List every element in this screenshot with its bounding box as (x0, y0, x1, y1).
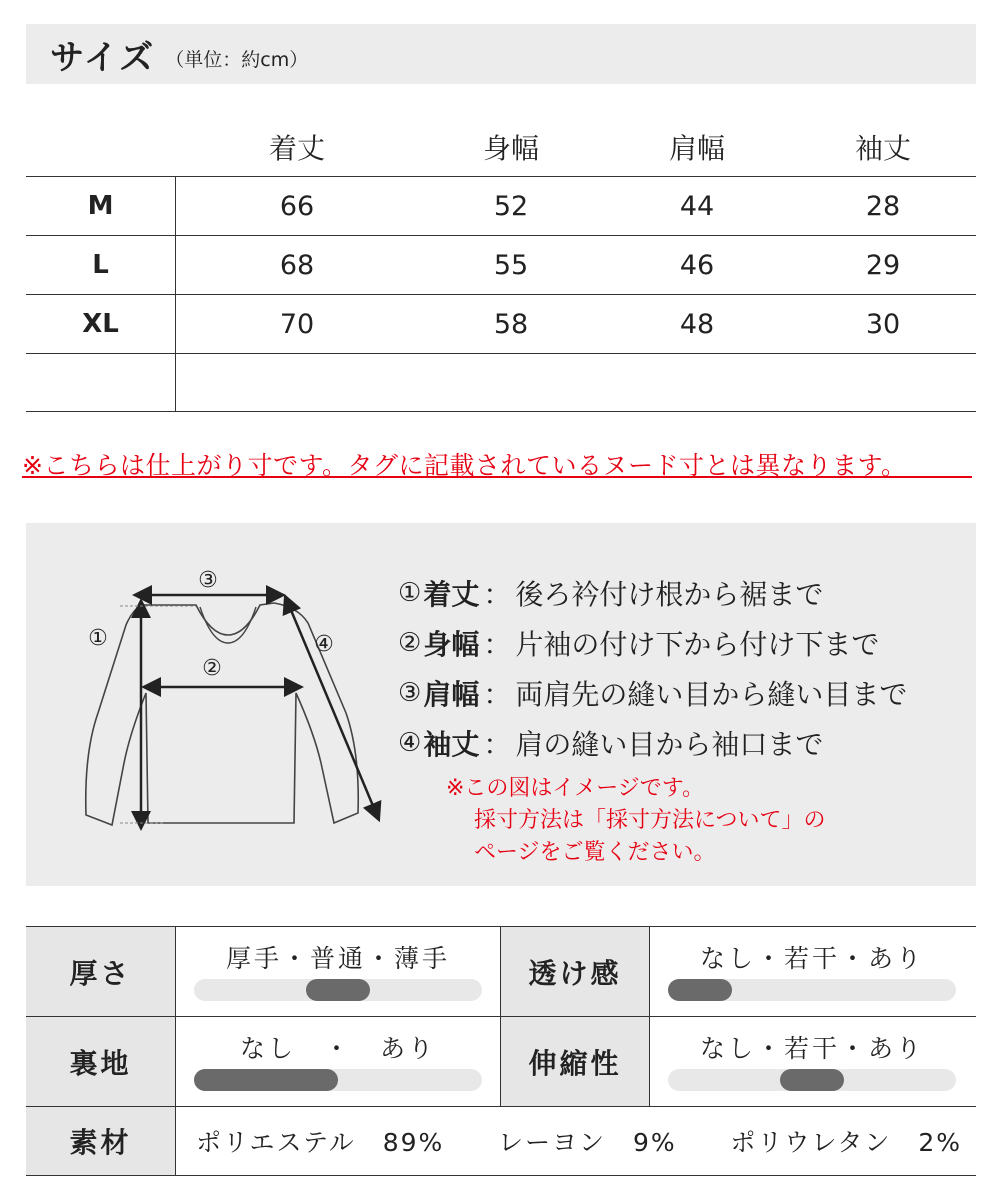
size-value: 55 (493, 249, 529, 281)
measurement-item (398, 668, 907, 718)
size-label-empty (26, 354, 176, 411)
composition-item: レーヨン 9% (497, 1128, 677, 1157)
size-value: 58 (493, 308, 529, 340)
measurement-item (398, 568, 907, 618)
size-value: 30 (865, 308, 901, 340)
table-row-empty (26, 353, 976, 412)
size-label: XL (26, 295, 176, 353)
item-colon: ： (483, 678, 512, 711)
size-value: 70 (279, 308, 315, 340)
item-description: 肩の縫い目から袖口まで (515, 728, 824, 761)
scale-labels: なし・若干・あり (699, 944, 924, 973)
marker-4: ④ (314, 632, 334, 657)
measurement-item (398, 618, 907, 668)
measurement-list (398, 568, 907, 768)
size-title: サイズ (50, 37, 156, 78)
size-value: 48 (679, 308, 715, 340)
composition-item: ポリエステル 89% (196, 1128, 445, 1157)
composition-values (176, 1107, 976, 1175)
item-label: 身幅 (423, 628, 480, 661)
scale-indicator (668, 979, 732, 1001)
item-label: 肩幅 (423, 678, 480, 711)
scale-indicator (780, 1069, 844, 1091)
marker-1: ① (88, 626, 108, 651)
scale-track (668, 979, 956, 1001)
shirt-diagram (46, 563, 396, 863)
note-line: 採寸方法は「採寸方法について」の (474, 808, 826, 833)
measurement-note (446, 773, 826, 869)
scale-track (668, 1069, 956, 1091)
material-table (26, 926, 976, 1176)
item-label: 袖丈 (423, 728, 480, 761)
table-row (26, 1016, 976, 1106)
size-label: L (26, 236, 176, 294)
item-label: 着丈 (423, 578, 480, 611)
item-description: 両肩先の縫い目から縫い目まで (515, 678, 908, 711)
size-label: M (26, 177, 176, 235)
marker-3: ③ (198, 568, 218, 593)
composition-item: ポリウレタン 2% (730, 1128, 962, 1157)
item-colon: ： (483, 578, 512, 611)
size-value: 28 (865, 190, 901, 222)
size-value: 52 (493, 190, 529, 222)
scale-indicator (306, 979, 370, 1001)
measurement-item (398, 718, 907, 768)
composition-label: 素材 (26, 1107, 176, 1175)
table-row (26, 235, 976, 294)
table-row (26, 926, 976, 1016)
size-notice: ※こちらは仕上がり寸です。タグに記載されているヌード寸とは異なります。 (22, 446, 972, 478)
item-colon: ： (483, 728, 512, 761)
table-row (26, 176, 976, 235)
scale-labels: 厚手・普通・薄手 (225, 944, 450, 973)
measurement-panel (26, 523, 976, 886)
item-colon: ： (483, 628, 512, 661)
item-number: ④ (398, 728, 422, 758)
item-description: 片袖の付け下から付け下まで (515, 628, 880, 661)
column-header: 身幅 (482, 132, 539, 165)
scale-indicator (194, 1069, 338, 1091)
size-value: 44 (679, 190, 715, 222)
size-value: 66 (279, 190, 315, 222)
scale-track (194, 979, 482, 1001)
column-header: 着丈 (268, 132, 325, 165)
marker-2: ② (202, 656, 222, 681)
lining-label: 裏地 (26, 1017, 176, 1106)
item-number: ③ (398, 678, 422, 708)
item-number: ② (398, 628, 422, 658)
sheerness-label: 透け感 (500, 927, 650, 1016)
note-line: ※この図はイメージです。 (446, 776, 705, 801)
table-row (26, 294, 976, 353)
size-table (26, 118, 976, 412)
sheerness-scale (650, 927, 974, 1016)
size-section-header (26, 24, 976, 84)
item-number: ① (398, 578, 422, 608)
scale-labels: なし・若干・あり (699, 1034, 924, 1063)
size-value: 29 (865, 249, 901, 281)
scale-track (194, 1069, 482, 1091)
size-value: 68 (279, 249, 315, 281)
stretch-label: 伸縮性 (500, 1017, 650, 1106)
size-unit: （単位：約cm） (165, 48, 309, 71)
scale-labels: なし ・ あり (239, 1034, 436, 1063)
thickness-label: 厚さ (26, 927, 176, 1016)
column-header: 肩幅 (668, 132, 725, 165)
column-header: 袖丈 (854, 132, 911, 165)
size-value: 46 (679, 249, 715, 281)
stretch-scale (650, 1017, 974, 1106)
item-description: 後ろ衿付け根から裾まで (515, 578, 824, 611)
table-row (26, 1106, 976, 1176)
note-line: ページをご覧ください。 (474, 840, 716, 865)
thickness-scale (176, 927, 500, 1016)
lining-scale (176, 1017, 500, 1106)
size-table-header (26, 118, 976, 176)
